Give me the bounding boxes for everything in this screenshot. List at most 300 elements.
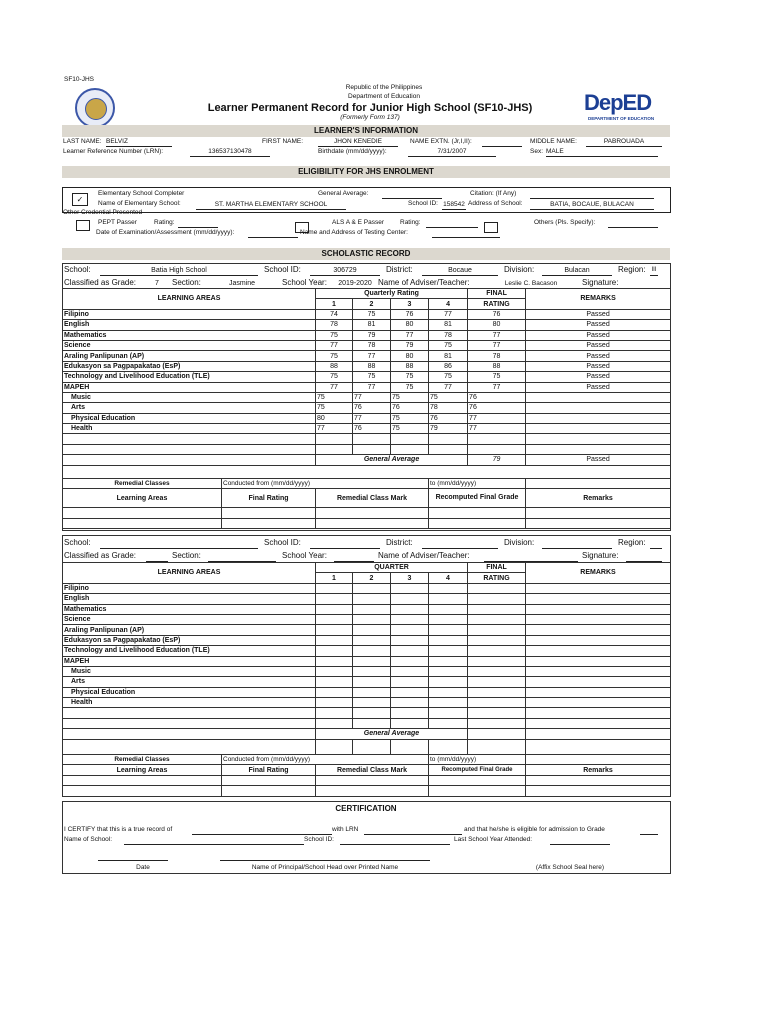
table-cell xyxy=(353,583,391,593)
grades-header-row xyxy=(63,289,671,299)
cert-last-attended-label: Last School Year Attended: xyxy=(454,836,533,843)
als-label: ALS A & E Passer xyxy=(332,219,385,226)
table-cell xyxy=(429,739,468,754)
form-code: SF10-JHS xyxy=(64,76,94,83)
school-value-2 xyxy=(100,539,258,549)
formerly-label: (Formerly Form 137) xyxy=(340,114,400,121)
table-cell xyxy=(526,625,671,635)
subject-name: English xyxy=(63,320,316,330)
grade-q3: 75 xyxy=(391,413,429,423)
general-average-label: General Average xyxy=(316,729,468,739)
table-cell xyxy=(526,646,671,656)
remedial-learning-areas-header-2: Learning Areas xyxy=(63,765,222,775)
table-row xyxy=(63,646,671,656)
grade-q1: 75 xyxy=(316,403,353,413)
district-value-2 xyxy=(422,539,498,549)
school-id-label: School ID: xyxy=(264,265,301,274)
table-cell xyxy=(526,666,671,676)
table-cell xyxy=(391,646,429,656)
section-label: Section: xyxy=(172,278,201,287)
table-cell xyxy=(526,614,671,624)
table-cell xyxy=(468,708,526,718)
grade-final: 77 xyxy=(468,382,526,392)
subject-name: Technology and Livelihood Education (TLE) xyxy=(63,372,316,382)
table-cell xyxy=(429,646,468,656)
table-cell xyxy=(353,708,391,718)
table-cell xyxy=(391,635,429,645)
remedial-remarks-header: Remarks xyxy=(526,489,671,508)
grade-q3: 75 xyxy=(391,382,429,392)
grade-q3: 75 xyxy=(391,392,429,402)
q4-header: 4 xyxy=(429,299,468,309)
table-cell xyxy=(353,646,391,656)
grade-final: 77 xyxy=(468,330,526,340)
general-average-row xyxy=(63,455,671,465)
table-cell xyxy=(429,444,468,454)
table-cell xyxy=(526,594,671,604)
signature-label-2: Signature: xyxy=(582,551,619,560)
general-average-label: General Average xyxy=(316,455,468,465)
school-id-value-2 xyxy=(310,539,380,549)
table-cell xyxy=(391,698,429,708)
department-label: Department of Education xyxy=(348,93,420,100)
grade-q4: 79 xyxy=(429,424,468,434)
grade-final: 77 xyxy=(468,340,526,350)
table-row xyxy=(63,594,671,604)
table-cell xyxy=(353,718,391,728)
table-cell xyxy=(353,604,391,614)
learning-areas-header: LEARNING AREAS xyxy=(63,289,316,310)
table-cell xyxy=(391,614,429,624)
table-cell xyxy=(429,687,468,697)
cert-grade xyxy=(640,825,658,835)
table-cell xyxy=(353,434,391,444)
region-value-2 xyxy=(650,539,662,549)
conducted-from-label: Conducted from (mm/dd/yyyy) xyxy=(222,479,429,489)
table-row xyxy=(63,320,671,330)
table-cell xyxy=(316,708,353,718)
grade-q1: 77 xyxy=(316,340,353,350)
table-cell xyxy=(468,739,526,754)
seal-label: (Affix School Seal here) xyxy=(535,864,605,871)
remedial-table-2 xyxy=(62,754,671,797)
grade-q1: 77 xyxy=(316,424,353,434)
table-cell xyxy=(353,635,391,645)
remedial-blank-2 xyxy=(526,755,671,765)
region-label: Region: xyxy=(618,265,646,274)
table-cell xyxy=(316,635,353,645)
table-row xyxy=(63,413,671,423)
grade-final: 77 xyxy=(468,413,526,423)
school-id-label-2: School ID: xyxy=(264,538,301,547)
table-row xyxy=(63,309,671,319)
grade-final: 76 xyxy=(468,392,526,402)
table-cell xyxy=(63,718,316,728)
table-cell xyxy=(391,708,429,718)
q4-header-2: 4 xyxy=(429,573,468,583)
district-value: Bocaue xyxy=(422,266,498,276)
grade-final: 80 xyxy=(468,320,526,330)
school-id-label: School ID: xyxy=(408,200,438,207)
table-cell xyxy=(526,635,671,645)
table-cell xyxy=(353,666,391,676)
to-label: to (mm/dd/yyyy) xyxy=(429,479,526,489)
table-cell xyxy=(391,604,429,614)
grade-remarks xyxy=(526,413,671,423)
grade-final: 88 xyxy=(468,361,526,371)
grade-q1: 80 xyxy=(316,413,353,423)
table-row xyxy=(63,583,671,593)
middle-name-label: MIDDLE NAME: xyxy=(530,138,577,145)
subject-name: Araling Panlipunan (AP) xyxy=(63,625,316,635)
certification-title: CERTIFICATION xyxy=(335,804,397,813)
cert-school-name-label: Name of School: xyxy=(64,836,113,843)
grade-q1: 74 xyxy=(316,309,353,319)
rating-header: RATING xyxy=(468,299,526,309)
deped-logo-sub: DEPARTMENT OF EDUCATION xyxy=(588,116,655,121)
lrn-value: 136537130478 xyxy=(190,147,270,157)
testing-center-label: Name and Address of Testing Center: xyxy=(300,229,408,236)
principal-signature-line xyxy=(220,860,430,861)
adviser-label: Name of Adviser/Teacher: xyxy=(378,278,470,287)
grade-q4: 81 xyxy=(429,351,468,361)
grade-q1: 75 xyxy=(316,372,353,382)
testing-center-value xyxy=(432,228,500,238)
division-label: Division: xyxy=(504,265,535,274)
principal-label: Name of Principal/School Head over Printed Name xyxy=(251,864,399,871)
grade-q3: 88 xyxy=(391,361,429,371)
school-year-label: School Year: xyxy=(282,278,327,287)
remedial-table-1 xyxy=(62,478,671,529)
general-average-value: 79 xyxy=(468,455,526,465)
general-average-value xyxy=(468,729,526,739)
grade-label-2: Classified as Grade: xyxy=(64,551,137,560)
middle-name-value: PABROUADA xyxy=(586,137,662,147)
table-cell xyxy=(353,687,391,697)
table-cell xyxy=(316,739,353,754)
name-ext-value xyxy=(482,137,522,147)
grade-q3: 79 xyxy=(391,340,429,350)
table-cell xyxy=(316,625,353,635)
division-value-2 xyxy=(542,539,612,549)
q1-header-2: 1 xyxy=(316,573,353,583)
school-year-label-2: School Year: xyxy=(282,551,327,560)
grade-q3: 77 xyxy=(391,330,429,340)
citation-label: Citation: (If Any) xyxy=(470,190,517,197)
table-cell xyxy=(316,583,353,593)
table-cell xyxy=(316,666,353,676)
grade-q3: 76 xyxy=(391,403,429,413)
table-cell xyxy=(429,625,468,635)
grade-remarks xyxy=(526,424,671,434)
table-row xyxy=(63,708,671,718)
date-label: Date xyxy=(136,864,150,871)
cert-learner-name xyxy=(192,825,332,835)
subject-name: Filipino xyxy=(63,583,316,593)
table-cell xyxy=(429,698,468,708)
recomputed-grade-header: Recomputed Final Grade xyxy=(429,489,526,508)
grade-q2: 76 xyxy=(353,403,391,413)
general-average-remarks: Passed xyxy=(526,455,671,465)
general-average-row xyxy=(63,729,671,739)
learning-areas-header-2: LEARNING AREAS xyxy=(63,563,316,584)
table-cell xyxy=(391,666,429,676)
school-year-value-2 xyxy=(334,552,374,562)
grade-q3: 80 xyxy=(391,320,429,330)
subject-name: Music xyxy=(63,666,316,676)
others-label: Others (Pls. Specify): xyxy=(534,219,596,226)
table-row xyxy=(63,424,671,434)
table-cell xyxy=(429,635,468,645)
general-average-value xyxy=(382,189,442,199)
cert-line-1a: I CERTIFY that this is a true record of xyxy=(64,826,173,833)
table-cell xyxy=(526,708,671,718)
table-cell xyxy=(391,583,429,593)
school-year-value: 2019-2020 xyxy=(334,279,376,289)
grade-q2: 75 xyxy=(353,309,391,319)
school-label: School: xyxy=(64,265,91,274)
subject-name: Music xyxy=(63,392,316,402)
elem-completer-label: Elementary School Completer xyxy=(98,190,185,197)
remedial-class-mark-header-2: Remedial Class Mark xyxy=(316,765,429,775)
elem-school-value: ST. MARTHA ELEMENTARY SCHOOL xyxy=(196,200,346,210)
section-value: Jasmine xyxy=(208,279,276,289)
grade-q1: 88 xyxy=(316,361,353,371)
grade-q2: 78 xyxy=(353,340,391,350)
grades-table-2 xyxy=(62,562,671,755)
table-cell xyxy=(316,444,353,454)
quarterly-rating-header: Quarterly Rating xyxy=(316,289,468,299)
pept-rating-label: Rating: xyxy=(154,219,175,226)
table-cell xyxy=(429,656,468,666)
general-average-label: General Average: xyxy=(318,190,369,197)
first-name-value: JHON KENEDIE xyxy=(318,137,398,147)
recomputed-grade-header-2: Recomputed Final Grade xyxy=(429,765,526,775)
section-value-2 xyxy=(208,552,276,562)
school-value: Batia High School xyxy=(100,266,258,276)
quarter-header-2: QUARTER xyxy=(316,563,468,573)
table-cell xyxy=(468,434,526,444)
als-rating-label: Rating: xyxy=(400,219,421,226)
birthdate-value: 7/31/2007 xyxy=(408,147,496,157)
subject-name: Arts xyxy=(63,677,316,687)
cert-line-1c: and that he/she is eligible for admission to Grade xyxy=(464,826,605,833)
subject-name: Mathematics xyxy=(63,330,316,340)
subject-name: Health xyxy=(63,424,316,434)
q3-header-2: 3 xyxy=(391,573,429,583)
learner-info-title: LEARNER'S INFORMATION xyxy=(62,125,670,137)
grade-remarks: Passed xyxy=(526,320,671,330)
table-cell xyxy=(353,698,391,708)
subject-name: Mathematics xyxy=(63,604,316,614)
table-row xyxy=(63,392,671,402)
remedial-final-rating-header-2: Final Rating xyxy=(222,765,316,775)
remarks-header-2: REMARKS xyxy=(526,563,671,584)
table-cell xyxy=(429,583,468,593)
cert-school-id-value xyxy=(340,835,450,845)
last-name-label: LAST NAME: xyxy=(63,138,102,145)
table-cell xyxy=(353,739,391,754)
grade-q3: 75 xyxy=(391,372,429,382)
pept-rating-value xyxy=(178,218,218,228)
table-cell xyxy=(468,604,526,614)
q1-header: 1 xyxy=(316,299,353,309)
subject-name: Technology and Livelihood Education (TLE) xyxy=(63,646,316,656)
grade-q1: 75 xyxy=(316,330,353,340)
table-cell xyxy=(526,583,671,593)
birthdate-label: Birthdate (mm/dd/yyyy): xyxy=(318,148,387,155)
to-label-2: to (mm/dd/yyyy) xyxy=(429,755,526,765)
table-row xyxy=(63,330,671,340)
table-cell xyxy=(468,666,526,676)
table-row xyxy=(63,604,671,614)
elem-completer-checkbox[interactable]: ✓ xyxy=(72,193,88,206)
cert-school-name-value xyxy=(124,835,304,845)
cert-last-attended-value xyxy=(550,835,610,845)
table-cell xyxy=(468,635,526,645)
table-cell xyxy=(468,614,526,624)
table-cell xyxy=(391,594,429,604)
signature-value-2 xyxy=(626,552,662,562)
table-cell xyxy=(468,698,526,708)
grade-remarks: Passed xyxy=(526,361,671,371)
grade-q2: 77 xyxy=(353,392,391,402)
table-row xyxy=(63,361,671,371)
grade-q2: 81 xyxy=(353,320,391,330)
grade-final: 76 xyxy=(468,403,526,413)
deped-logo: DepED xyxy=(584,90,652,115)
scholastic-title: SCHOLASTIC RECORD xyxy=(62,248,670,260)
last-name-value: BELVIZ xyxy=(106,137,172,147)
grade-q2: 77 xyxy=(353,351,391,361)
table-row xyxy=(63,340,671,350)
table-cell xyxy=(63,708,316,718)
eligibility-title: ELIGIBILITY FOR JHS ENROLMENT xyxy=(62,166,670,178)
district-label: District: xyxy=(386,265,413,274)
subject-name: MAPEH xyxy=(63,656,316,666)
rating-header-2: RATING xyxy=(468,573,526,583)
q2-header: 2 xyxy=(353,299,391,309)
grade-remarks: Passed xyxy=(526,372,671,382)
subject-name: Physical Education xyxy=(63,687,316,697)
date-exam-label: Date of Examination/Assessment (mm/dd/yyyy): xyxy=(96,229,235,236)
grade-remarks: Passed xyxy=(526,382,671,392)
table-cell xyxy=(316,646,353,656)
table-row xyxy=(63,351,671,361)
remedial-class-mark-header: Remedial Class Mark xyxy=(316,489,429,508)
table-cell xyxy=(429,718,468,728)
blank-cell xyxy=(63,729,316,739)
subject-name: English xyxy=(63,594,316,604)
table-cell xyxy=(468,583,526,593)
table-cell xyxy=(391,739,429,754)
region-value: III xyxy=(650,266,658,276)
adviser-label-2: Name of Adviser/Teacher: xyxy=(378,551,470,560)
district-label-2: District: xyxy=(386,538,413,547)
table-cell xyxy=(468,656,526,666)
subject-name: Science xyxy=(63,614,316,624)
grade-final: 75 xyxy=(468,372,526,382)
table-cell xyxy=(526,677,671,687)
division-label-2: Division: xyxy=(504,538,535,547)
adviser-value-2 xyxy=(484,552,578,562)
grade-q2: 88 xyxy=(353,361,391,371)
grade-value-2 xyxy=(146,552,168,562)
grades-table-1 xyxy=(62,288,671,466)
table-cell xyxy=(429,434,468,444)
table-cell xyxy=(353,656,391,666)
blank-cell xyxy=(63,455,316,465)
remedial-remarks-header-2: Remarks xyxy=(526,765,671,775)
grade-final: 76 xyxy=(468,309,526,319)
table-cell xyxy=(429,604,468,614)
table-row xyxy=(63,372,671,382)
table-cell xyxy=(429,708,468,718)
conducted-from-label-2: Conducted from (mm/dd/yyyy) xyxy=(222,755,429,765)
grade-q2: 79 xyxy=(353,330,391,340)
table-cell xyxy=(468,594,526,604)
table-row xyxy=(63,382,671,392)
table-cell xyxy=(526,739,671,754)
table-cell xyxy=(468,687,526,697)
grade-q2: 77 xyxy=(353,382,391,392)
table-row xyxy=(63,739,671,754)
table-row xyxy=(63,687,671,697)
grade-final: 77 xyxy=(468,424,526,434)
grade-q2: 75 xyxy=(353,372,391,382)
first-name-label: FIRST NAME: xyxy=(262,138,304,145)
remedial-classes-label-2: Remedial Classes xyxy=(63,755,222,765)
table-row xyxy=(63,625,671,635)
q3-header: 3 xyxy=(391,299,429,309)
subject-name: Edukasyon sa Pagpapakatao (EsP) xyxy=(63,635,316,645)
pept-checkbox[interactable] xyxy=(76,220,90,231)
table-cell xyxy=(468,718,526,728)
table-row xyxy=(63,434,671,444)
table-row xyxy=(63,614,671,624)
table-cell xyxy=(353,625,391,635)
grade-remarks: Passed xyxy=(526,330,671,340)
cert-lrn xyxy=(364,825,462,835)
grade-q4: 81 xyxy=(429,320,468,330)
final-header: FINAL xyxy=(468,289,526,299)
grade-final: 78 xyxy=(468,351,526,361)
table-cell xyxy=(526,718,671,728)
table-cell xyxy=(429,614,468,624)
subject-name: MAPEH xyxy=(63,382,316,392)
cert-line-1b: with LRN xyxy=(332,826,359,833)
table-cell xyxy=(316,604,353,614)
grade-q3: 76 xyxy=(391,309,429,319)
pept-label: PEPT Passer xyxy=(98,219,137,226)
table-cell xyxy=(468,444,526,454)
table-cell xyxy=(391,718,429,728)
table-cell xyxy=(526,656,671,666)
table-row xyxy=(63,403,671,413)
subject-name: Filipino xyxy=(63,309,316,319)
grade-q4: 75 xyxy=(429,340,468,350)
table-cell xyxy=(391,656,429,666)
table-cell xyxy=(316,698,353,708)
school-id-value: 158542 xyxy=(443,201,465,208)
grade-q3: 75 xyxy=(391,424,429,434)
grade-q4: 77 xyxy=(429,309,468,319)
signature-label: Signature: xyxy=(582,278,619,287)
division-value: Bulacan xyxy=(542,266,612,276)
table-cell xyxy=(316,718,353,728)
grade-label: Classified as Grade: xyxy=(64,278,137,287)
als-rating-value xyxy=(426,218,478,228)
